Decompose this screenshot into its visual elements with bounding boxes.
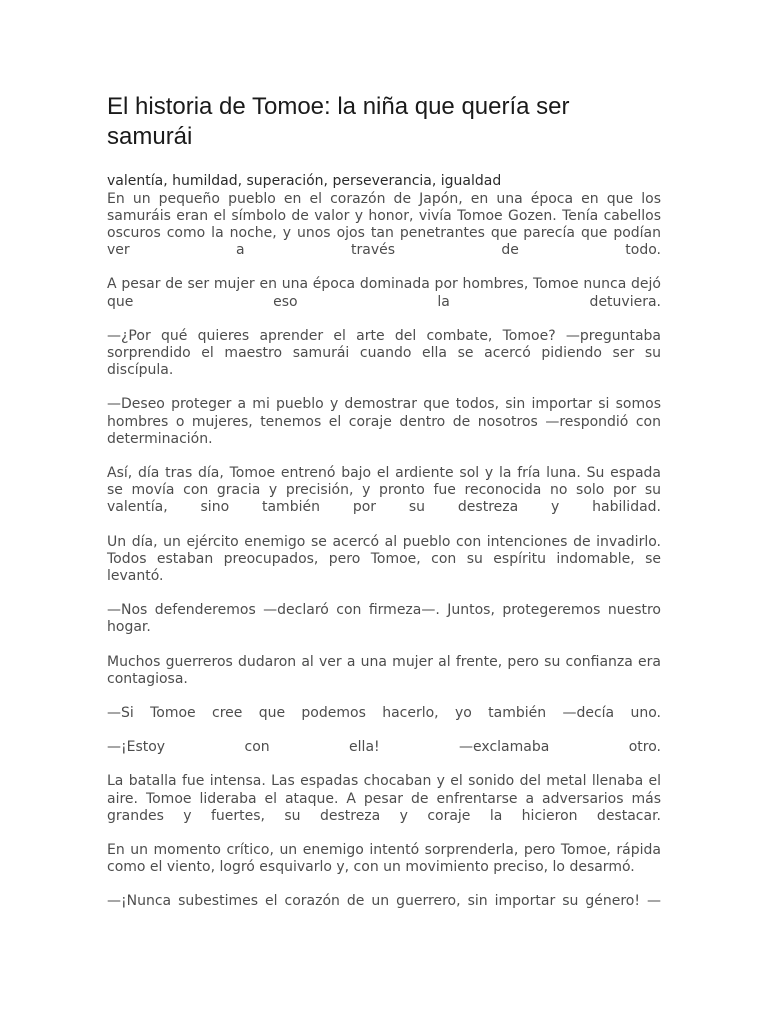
paragraph-3: —¿Por qué quieres aprender el arte del combate, Tomoe? —preguntaba sorprendido el maestro samurái cuando ella se acercó pidiendo ser su discípula. — [107, 327, 661, 379]
paragraph-9: —Si Tomoe cree que podemos hacerlo, yo también —decía uno. — [107, 704, 661, 721]
paragraph-7: —Nos defenderemos —declaró con firmeza—. Juntos, protegeremos nuestro hogar. — [107, 602, 661, 636]
paragraph-4: —Deseo proteger a mi pueblo y demostrar que todos, sin importar si somos hombres o mujeres, tenemos el coraje dentro de nosotros —respondió con determinación. — [107, 396, 661, 447]
paragraph-1: En un pequeño pueblo en el corazón de Japón, en una época en que los samuráis eran el símbolo de valor y honor, vivía Tomoe Gozen. Tenía cabellos oscuros como la noche, y unos ojos tan penetrantes que parecía que podían ver a través de todo. — [107, 190, 661, 259]
document-title: El historia de Tomoe: la niña que quería ser samurái — [107, 93, 570, 150]
paragraph-11: La batalla fue intensa. Las espadas chocaban y el sonido del metal llenaba el aire. Tomoe lideraba el ataque. A pesar de enfrentarse a adversarios más grandes y fuertes, su destreza y coraje la hicieron destacar. — [107, 773, 661, 824]
paragraph-10: —¡Estoy con ella! —exclamaba otro. — [107, 739, 661, 756]
paragraph-6: Un día, un ejército enemigo se acercó al pueblo con intenciones de invadirlo. Todos estaban preocupados, pero Tomoe, con su espíritu indomable, se levantó. — [107, 533, 661, 584]
paragraph-12: En un momento crítico, un enemigo intentó sorprenderla, pero Tomoe, rápida como el viento, logró esquivarlo y, con un movimiento preciso, lo desarmó. — [107, 841, 661, 876]
paragraph-5: Así, día tras día, Tomoe entrenó bajo el ardiente sol y la fría luna. Su espada se movía con gracia y precisión, y pronto fue reconocida no solo por su valentía, sino también por su destreza y habilidad. — [107, 464, 661, 516]
paragraph-2: A pesar de ser mujer en una época dominada por hombres, Tomoe nunca dejó que eso la detuviera. — [107, 276, 661, 310]
document-page — [107, 92, 661, 928]
paragraph-13: —¡Nunca subestimes el corazón de un guerrero, sin importar su género! — — [107, 893, 661, 910]
tags-line: valentía, humildad, superación, perseverancia, igualdad — [107, 173, 502, 189]
paragraph-8: Muchos guerreros dudaron al ver a una mujer al frente, pero su confianza era contagiosa. — [107, 653, 661, 687]
